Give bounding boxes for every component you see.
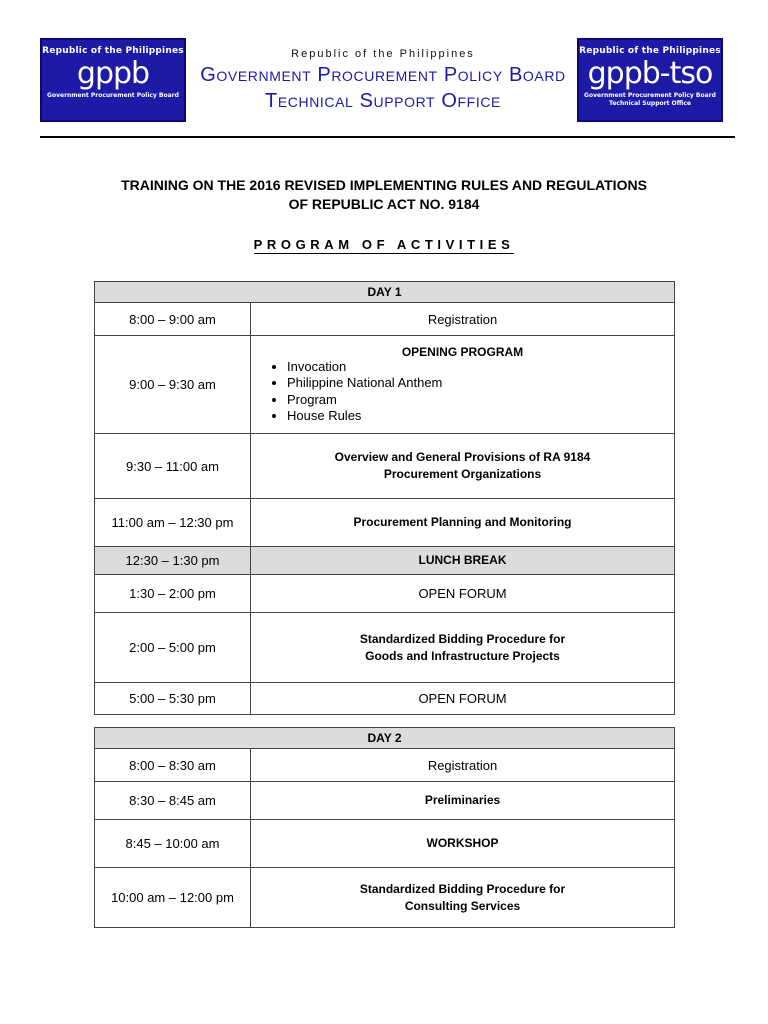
activity-cell: [251, 868, 675, 928]
opening-program-heading: OPENING PROGRAM: [401, 344, 524, 359]
header-divider: [40, 136, 735, 138]
activity-cell: [251, 336, 675, 434]
activity-line2: Procurement Organizations: [383, 467, 542, 481]
activity-cell: OPEN FORUM: [251, 683, 675, 715]
table-row: [95, 782, 675, 820]
time-cell: 8:00 – 8:30 am: [95, 749, 251, 782]
time-cell: 2:00 – 5:00 pm: [95, 613, 251, 683]
list-item: • Invocation: [287, 359, 670, 376]
activity-cell: Registration: [251, 303, 675, 336]
gppb-tso-logo: [577, 38, 723, 122]
table-row: [95, 303, 675, 336]
time-cell: 10:00 am – 12:00 pm: [95, 868, 251, 928]
table-row: [95, 499, 675, 547]
activity-line1: Standardized Bidding Procedure for: [359, 631, 566, 646]
time-cell: 9:30 – 11:00 am: [95, 434, 251, 499]
logo-bottom-text: Government Procurement Policy Board: [47, 92, 179, 99]
opening-program-list: [255, 359, 670, 425]
logo-main-text: gppb: [76, 56, 150, 91]
time-cell: 5:00 – 5:30 pm: [95, 683, 251, 715]
logo-bottom-text: [579, 92, 721, 108]
republic-text: Republic of the Philippines: [291, 48, 475, 60]
title-line1: TRAINING ON THE 2016 REVISED IMPLEMENTING RULES AND REGULATIONS: [121, 177, 647, 193]
time-cell: 12:30 – 1:30 pm: [95, 547, 251, 575]
time-cell: 1:30 – 2:00 pm: [95, 575, 251, 613]
activity-line2: Goods and Infrastructure Projects: [365, 648, 560, 663]
table-row: [95, 613, 675, 683]
logo-bottom-line2: Technical Support Office: [609, 100, 691, 107]
activity-cell: LUNCH BREAK: [251, 547, 675, 575]
program-title: [40, 237, 728, 252]
table-row: [95, 749, 675, 782]
agency-office: Technical Support Office: [265, 90, 501, 112]
table-row: [95, 547, 675, 575]
logo-top-text: Republic of the Philippines: [42, 46, 184, 56]
logo-top-text: Republic of the Philippines: [579, 46, 721, 56]
gppb-logo: [40, 38, 186, 122]
table-row: [95, 336, 675, 434]
table-row: [95, 575, 675, 613]
table-row: [95, 683, 675, 715]
day-label: DAY 2: [95, 728, 675, 749]
activity-cell: OPEN FORUM: [251, 575, 675, 613]
activity-cell: [251, 434, 675, 499]
time-cell: 11:00 am – 12:30 pm: [95, 499, 251, 547]
list-item: • Philippine National Anthem: [287, 375, 670, 392]
letterhead: [190, 48, 576, 112]
activity-cell: WORKSHOP: [251, 820, 675, 868]
time-cell: 8:45 – 10:00 am: [95, 820, 251, 868]
list-item: • Program: [287, 392, 670, 409]
day-label: DAY 1: [95, 282, 675, 303]
activity-cell: [251, 613, 675, 683]
activity-line1: Overview and General Provisions of RA 9184: [334, 450, 591, 464]
day-header-row: [95, 282, 675, 303]
activity-cell: Preliminaries: [251, 782, 675, 820]
time-cell: 8:30 – 8:45 am: [95, 782, 251, 820]
activity-line2: Consulting Services: [404, 898, 521, 913]
document-title: [40, 176, 728, 214]
activity-cell: Procurement Planning and Monitoring: [251, 499, 675, 547]
activity-cell: Registration: [251, 749, 675, 782]
agency-name: Government Procurement Policy Board: [200, 64, 566, 86]
list-item: • House Rules: [287, 408, 670, 425]
logo-main-text: gppb-tso: [587, 56, 713, 91]
program-title-text: PROGRAM OF ACTIVITIES: [253, 237, 515, 252]
day2-schedule-table: [94, 727, 675, 928]
title-line2: OF REPUBLIC ACT NO. 9184: [288, 196, 480, 212]
time-cell: 8:00 – 9:00 am: [95, 303, 251, 336]
activity-line1: Standardized Bidding Procedure for: [359, 881, 566, 896]
time-cell: 9:00 – 9:30 am: [95, 336, 251, 434]
table-row: [95, 820, 675, 868]
logo-bottom-line1: Government Procurement Policy Board: [584, 92, 716, 99]
day1-schedule-table: [94, 281, 675, 715]
table-row: [95, 868, 675, 928]
day-header-row: [95, 728, 675, 749]
table-row: [95, 434, 675, 499]
